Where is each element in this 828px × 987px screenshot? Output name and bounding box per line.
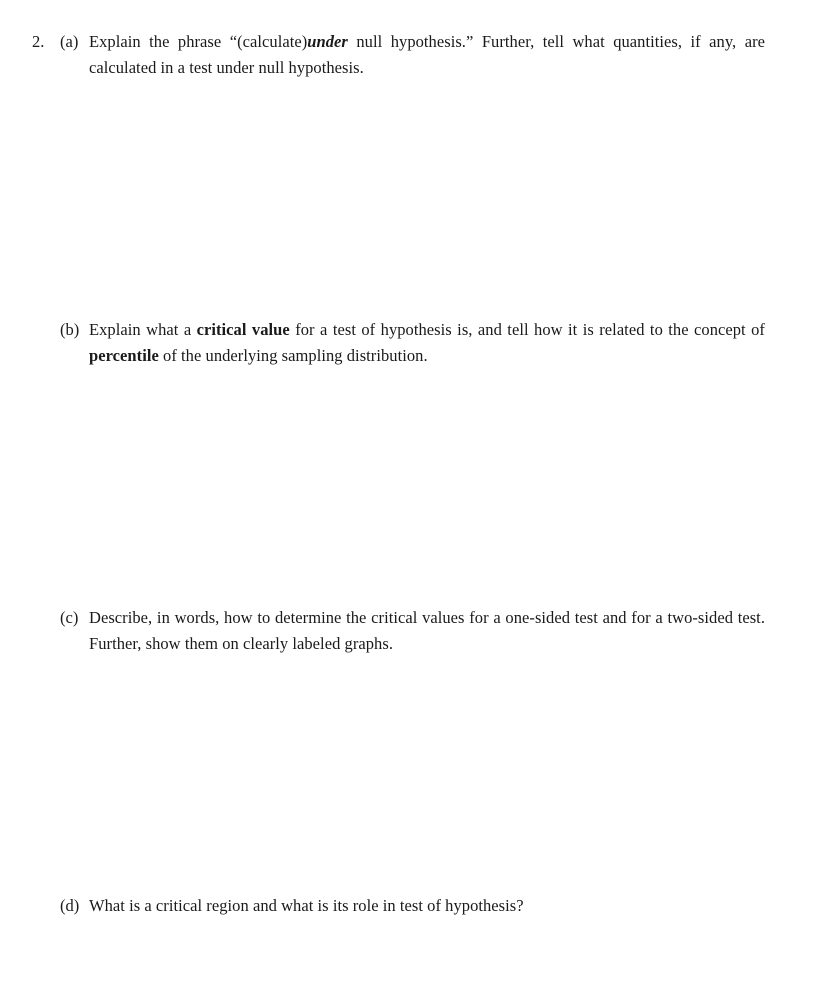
part-d-label: (d)	[60, 896, 80, 915]
part-b-text-pre: Explain what a	[89, 320, 197, 339]
part-b-text	[89, 317, 765, 369]
part-a-text-pre: Explain the phrase “(calculate)	[89, 32, 308, 51]
part-a-emphasis: under	[307, 32, 348, 51]
part-b-percentile-term: percentile	[89, 346, 159, 365]
part-b	[60, 317, 765, 369]
question-number: 2.	[32, 32, 45, 51]
part-b-critical-value-term: critical value	[196, 320, 290, 339]
part-c-label: (c)	[60, 608, 79, 627]
part-b-text-mid: for a test of hypothesis is, and tell how it is related to the concept of	[289, 320, 765, 339]
part-b-text-post: of the underlying sampling distribution.	[158, 346, 428, 365]
part-a	[60, 29, 765, 81]
part-a-label: (a)	[60, 32, 79, 51]
part-a-text	[89, 29, 765, 81]
part-c	[60, 605, 765, 657]
part-a-text-post: null hypothesis.” Further, tell what quantities, if any, are calculated in a test under null hypothesis.	[89, 32, 765, 77]
part-c-text: Describe, in words, how to determine the critical values for a one-sided test and for a two-sided test. Further, show them on clearly labeled graphs.	[89, 608, 765, 653]
part-b-label: (b)	[60, 320, 80, 339]
part-d-text: What is a critical region and what is its role in test of hypothesis?	[89, 896, 524, 915]
part-d	[60, 893, 765, 919]
